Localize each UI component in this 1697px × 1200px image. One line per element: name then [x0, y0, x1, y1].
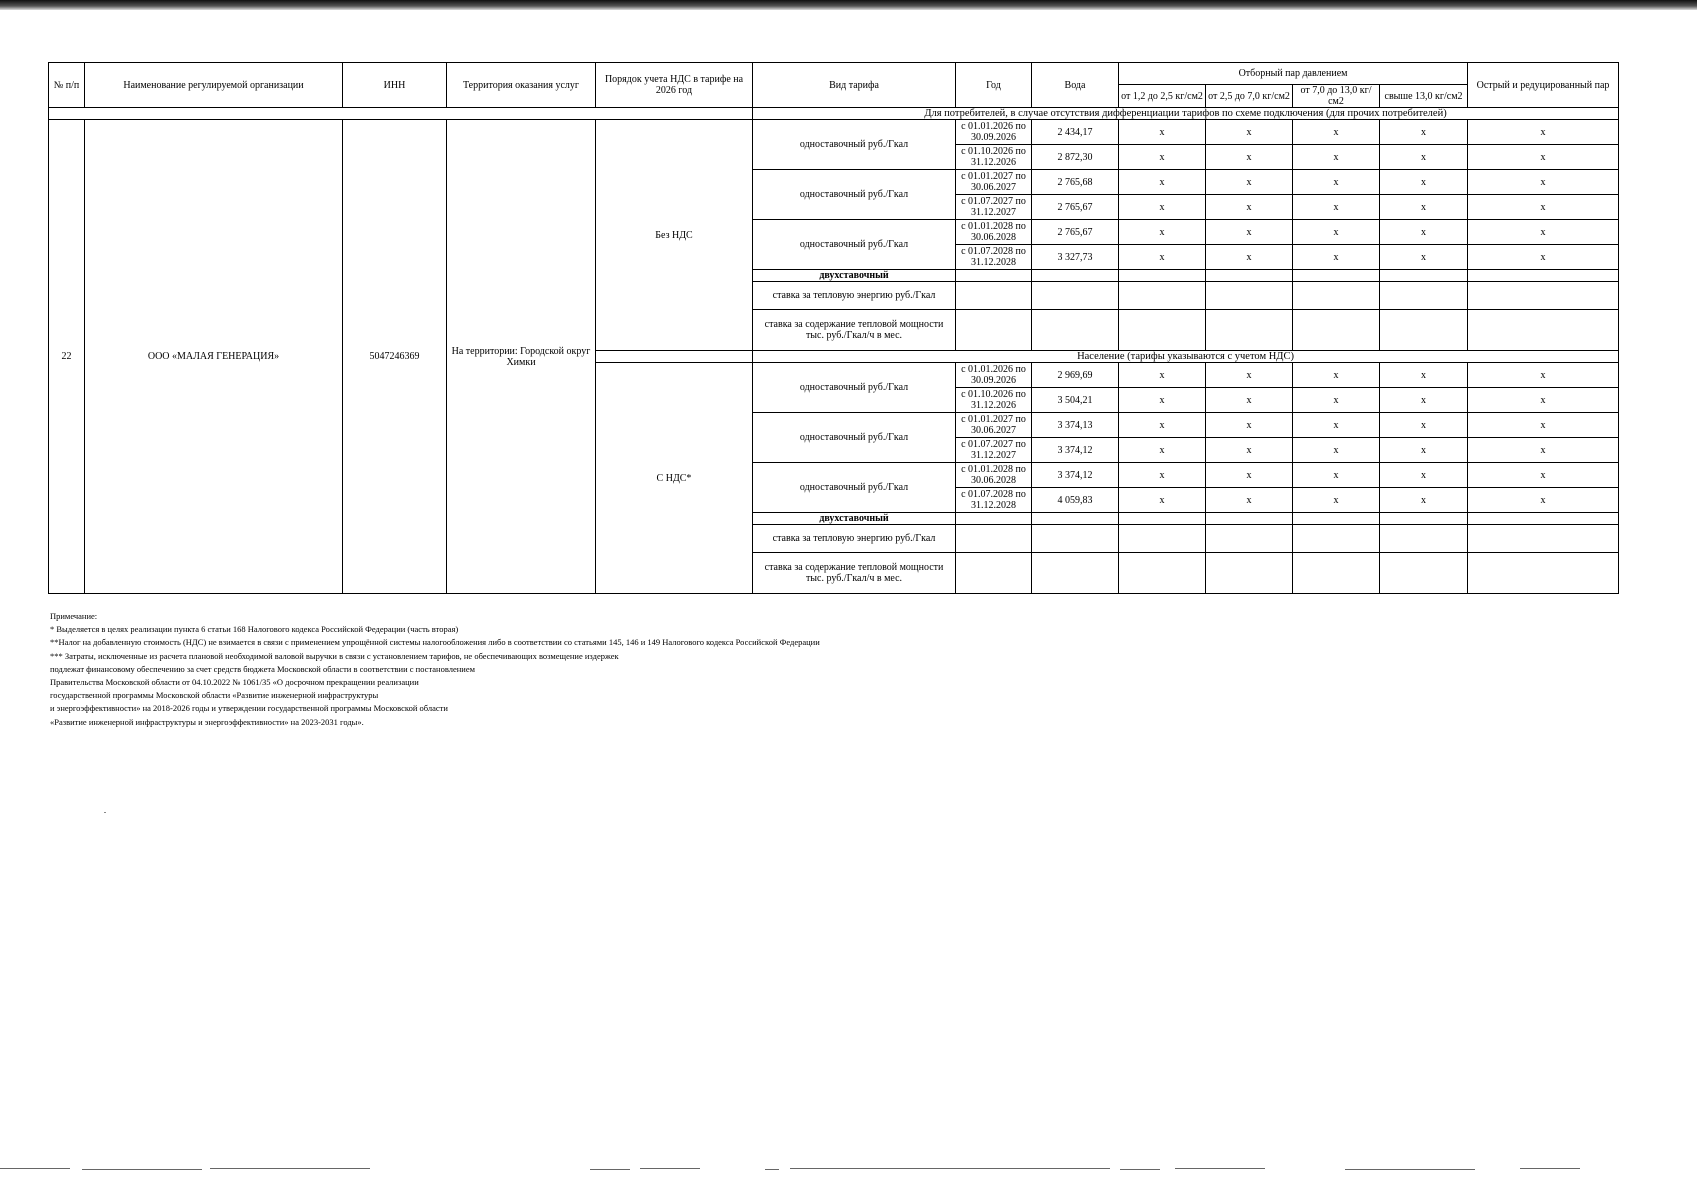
empty-cell — [1206, 513, 1293, 525]
tariff-table-container — [48, 62, 1618, 594]
x-mark: x — [1293, 438, 1380, 463]
x-mark: x — [1119, 388, 1206, 413]
section-population-title: Население (тарифы указываются с учетом НДС) — [753, 351, 1619, 363]
empty-cell — [1206, 525, 1293, 553]
x-mark: x — [1380, 245, 1468, 270]
one-rate-tariff: одноставочный руб./Гкал — [753, 463, 956, 513]
x-mark: x — [1380, 363, 1468, 388]
x-mark: x — [1206, 438, 1293, 463]
x-mark: x — [1468, 170, 1619, 195]
rate-energy: ставка за тепловую энергию руб./Гкал — [753, 282, 956, 310]
empty-cell — [1380, 282, 1468, 310]
x-mark: x — [1380, 120, 1468, 145]
x-mark: x — [1468, 195, 1619, 220]
empty-cell — [956, 270, 1032, 282]
x-mark: x — [1293, 463, 1380, 488]
empty-cell — [1293, 513, 1380, 525]
x-mark: x — [1468, 245, 1619, 270]
water-value: 3 504,21 — [1032, 388, 1119, 413]
x-mark: x — [1293, 413, 1380, 438]
empty-cell — [1032, 553, 1119, 594]
x-mark: x — [1468, 220, 1619, 245]
empty-cell — [956, 553, 1032, 594]
x-mark: x — [1119, 145, 1206, 170]
empty-cell — [956, 525, 1032, 553]
x-mark: x — [1468, 463, 1619, 488]
empty-cell — [1032, 310, 1119, 351]
water-value: 3 374,13 — [1032, 413, 1119, 438]
section-others-title: Для потребителей, в случае отсутствия дифференциации тарифов по схеме подключения (для прочих потребителей) — [753, 108, 1619, 120]
empty-cell — [1119, 270, 1206, 282]
note-line: «Развитие инженерной инфраструктуры и энергоэффективности» на 2023-2031 годы». — [50, 716, 364, 727]
one-rate-tariff: одноставочный руб./Гкал — [753, 120, 956, 170]
header-sharp-steam: Острый и редуцированный пар — [1468, 63, 1619, 108]
x-mark: x — [1119, 438, 1206, 463]
empty-cell — [1119, 310, 1206, 351]
x-mark: x — [1293, 388, 1380, 413]
scan-top-edge — [0, 0, 1697, 10]
x-mark: x — [1206, 463, 1293, 488]
note-line: Примечание: — [50, 611, 98, 621]
x-mark: x — [1293, 195, 1380, 220]
x-mark: x — [1468, 438, 1619, 463]
x-mark: x — [1293, 245, 1380, 270]
period-cell: с 01.10.2026 по 31.12.2026 — [956, 145, 1032, 170]
scan-bottom-edge — [0, 1168, 1697, 1174]
x-mark: x — [1293, 120, 1380, 145]
x-mark: x — [1468, 363, 1619, 388]
empty-cell — [1380, 310, 1468, 351]
water-value: 2 872,30 — [1032, 145, 1119, 170]
scan-speck — [104, 812, 106, 813]
empty-cell — [1032, 525, 1119, 553]
period-cell: с 01.07.2027 по 31.12.2027 — [956, 195, 1032, 220]
x-mark: x — [1206, 195, 1293, 220]
one-rate-tariff: одноставочный руб./Гкал — [753, 220, 956, 270]
empty-cell — [1119, 282, 1206, 310]
x-mark: x — [1206, 170, 1293, 195]
note-line: * Выделяется в целях реализации пункта 6 статьи 168 Налогового кодекса Российской Федерации (часть вторая) — [50, 624, 459, 635]
period-cell: с 01.07.2027 по 31.12.2027 — [956, 438, 1032, 463]
x-mark: x — [1468, 413, 1619, 438]
header-year: Год — [956, 63, 1032, 108]
header-tariff-type: Вид тарифа — [753, 63, 956, 108]
section-spacer — [596, 351, 753, 363]
empty-cell — [1293, 310, 1380, 351]
x-mark: x — [1468, 145, 1619, 170]
empty-cell — [1119, 553, 1206, 594]
x-mark: x — [1380, 220, 1468, 245]
period-cell: с 01.01.2027 по 30.06.2027 — [956, 413, 1032, 438]
header-inn: ИНН — [343, 63, 447, 108]
note-line: государственной программы Московской области «Развитие инженерной инфраструктуры — [50, 690, 379, 701]
empty-cell — [1468, 310, 1619, 351]
water-value: 2 434,17 — [1032, 120, 1119, 145]
header-org-name: Наименование регулируемой организации — [85, 63, 343, 108]
x-mark: x — [1206, 388, 1293, 413]
x-mark: x — [1119, 170, 1206, 195]
x-mark: x — [1119, 488, 1206, 513]
empty-cell — [1468, 553, 1619, 594]
rate-capacity: ставка за содержание тепловой мощности тыс. руб./Гкал/ч в мес. — [753, 553, 956, 594]
x-mark: x — [1293, 170, 1380, 195]
period-cell: с 01.10.2026 по 31.12.2026 — [956, 388, 1032, 413]
empty-cell — [1206, 310, 1293, 351]
note-line: **Налог на добавленную стоимость (НДС) не взимается в связи с применением упрощённой системы налогообложения либо в соответствии со статьями 145, 146 и 149 Налогового кодекса Российской Федерации — [50, 637, 820, 648]
empty-cell — [1468, 270, 1619, 282]
x-mark: x — [1380, 170, 1468, 195]
section-spacer — [49, 108, 753, 120]
empty-cell — [1380, 525, 1468, 553]
header-vat-order: Порядок учета НДС в тарифе на 2026 год — [596, 63, 753, 108]
x-mark: x — [1293, 488, 1380, 513]
two-rate-tariff: двухставочный — [753, 270, 956, 282]
one-rate-tariff: одноставочный руб./Гкал — [753, 413, 956, 463]
x-mark: x — [1206, 488, 1293, 513]
one-rate-tariff: одноставочный руб./Гкал — [753, 363, 956, 413]
x-mark: x — [1468, 120, 1619, 145]
water-value: 2 969,69 — [1032, 363, 1119, 388]
empty-cell — [1468, 513, 1619, 525]
period-cell: с 01.01.2028 по 30.06.2028 — [956, 220, 1032, 245]
vat-order-cell: С НДС* — [596, 363, 753, 594]
x-mark: x — [1380, 195, 1468, 220]
note-line: и энергоэффективности» на 2018-2026 годы и утверждении государственной программы Московской области — [50, 703, 448, 714]
x-mark: x — [1380, 438, 1468, 463]
x-mark: x — [1380, 413, 1468, 438]
x-mark: x — [1380, 145, 1468, 170]
x-mark: x — [1206, 245, 1293, 270]
water-value: 3 374,12 — [1032, 463, 1119, 488]
empty-cell — [1119, 525, 1206, 553]
empty-cell — [956, 513, 1032, 525]
x-mark: x — [1206, 145, 1293, 170]
empty-cell — [1032, 270, 1119, 282]
empty-cell — [1206, 270, 1293, 282]
water-value: 3 327,73 — [1032, 245, 1119, 270]
note-line: *** Затраты, исключенные из расчета плановой необходимой валовой выручки в связи с установлением тарифов, не обеспечивающих возмещение издержек — [50, 650, 619, 661]
period-cell: с 01.07.2028 по 31.12.2028 — [956, 245, 1032, 270]
one-rate-tariff: одноставочный руб./Гкал — [753, 170, 956, 220]
x-mark: x — [1380, 388, 1468, 413]
org-name: ООО «МАЛАЯ ГЕНЕРАЦИЯ» — [85, 120, 343, 594]
x-mark: x — [1380, 463, 1468, 488]
period-cell: с 01.01.2026 по 30.09.2026 — [956, 363, 1032, 388]
header-num: № п/п — [49, 63, 85, 108]
x-mark: x — [1119, 195, 1206, 220]
x-mark: x — [1380, 488, 1468, 513]
period-cell: с 01.07.2028 по 31.12.2028 — [956, 488, 1032, 513]
x-mark: x — [1468, 488, 1619, 513]
empty-cell — [1468, 282, 1619, 310]
x-mark: x — [1119, 463, 1206, 488]
empty-cell — [956, 310, 1032, 351]
note-line: Правительства Московской области от 04.10.2022 № 1061/35 «О досрочном прекращении реализации — [50, 677, 419, 688]
x-mark: x — [1119, 120, 1206, 145]
empty-cell — [1032, 282, 1119, 310]
empty-cell — [956, 282, 1032, 310]
x-mark: x — [1119, 413, 1206, 438]
x-mark: x — [1206, 413, 1293, 438]
period-cell: с 01.01.2028 по 30.06.2028 — [956, 463, 1032, 488]
empty-cell — [1293, 525, 1380, 553]
note-line: подлежат финансовому обеспечению за счет средств бюджета Московской области в соответствии с постановлением — [50, 663, 476, 674]
header-territory: Территория оказания услуг — [447, 63, 596, 108]
x-mark: x — [1119, 220, 1206, 245]
x-mark: x — [1468, 388, 1619, 413]
org-territory: На территории: Городской округ Химки — [447, 120, 596, 594]
header-steam-col: свыше 13,0 кг/см2 — [1380, 85, 1468, 108]
water-value: 4 059,83 — [1032, 488, 1119, 513]
period-cell: с 01.01.2027 по 30.06.2027 — [956, 170, 1032, 195]
x-mark: x — [1206, 363, 1293, 388]
header-steam-group: Отборный пар давлением — [1119, 63, 1468, 85]
tariff-table-body — [49, 63, 1619, 594]
empty-cell — [1206, 553, 1293, 594]
x-mark: x — [1119, 245, 1206, 270]
empty-cell — [1468, 525, 1619, 553]
empty-cell — [1380, 553, 1468, 594]
x-mark: x — [1293, 363, 1380, 388]
water-value: 2 765,68 — [1032, 170, 1119, 195]
header-steam-col: от 7,0 до 13,0 кг/см2 — [1293, 85, 1380, 108]
tariff-table — [48, 62, 1619, 594]
x-mark: x — [1293, 145, 1380, 170]
org-num: 22 — [49, 120, 85, 594]
empty-cell — [1032, 513, 1119, 525]
notes — [50, 610, 1150, 729]
header-steam-col: от 1,2 до 2,5 кг/см2 — [1119, 85, 1206, 108]
two-rate-tariff: двухставочный — [753, 513, 956, 525]
rate-energy: ставка за тепловую энергию руб./Гкал — [753, 525, 956, 553]
empty-cell — [1293, 282, 1380, 310]
water-value: 2 765,67 — [1032, 220, 1119, 245]
empty-cell — [1119, 513, 1206, 525]
empty-cell — [1293, 270, 1380, 282]
x-mark: x — [1293, 220, 1380, 245]
empty-cell — [1380, 270, 1468, 282]
x-mark: x — [1119, 363, 1206, 388]
water-value: 2 765,67 — [1032, 195, 1119, 220]
x-mark: x — [1206, 220, 1293, 245]
water-value: 3 374,12 — [1032, 438, 1119, 463]
period-cell: с 01.01.2026 по 30.09.2026 — [956, 120, 1032, 145]
empty-cell — [1293, 553, 1380, 594]
rate-capacity: ставка за содержание тепловой мощности тыс. руб./Гкал/ч в мес. — [753, 310, 956, 351]
empty-cell — [1380, 513, 1468, 525]
vat-order-cell: Без НДС — [596, 120, 753, 351]
header-water: Вода — [1032, 63, 1119, 108]
x-mark: x — [1206, 120, 1293, 145]
empty-cell — [1206, 282, 1293, 310]
org-inn: 5047246369 — [343, 120, 447, 594]
header-steam-col: от 2,5 до 7,0 кг/см2 — [1206, 85, 1293, 108]
